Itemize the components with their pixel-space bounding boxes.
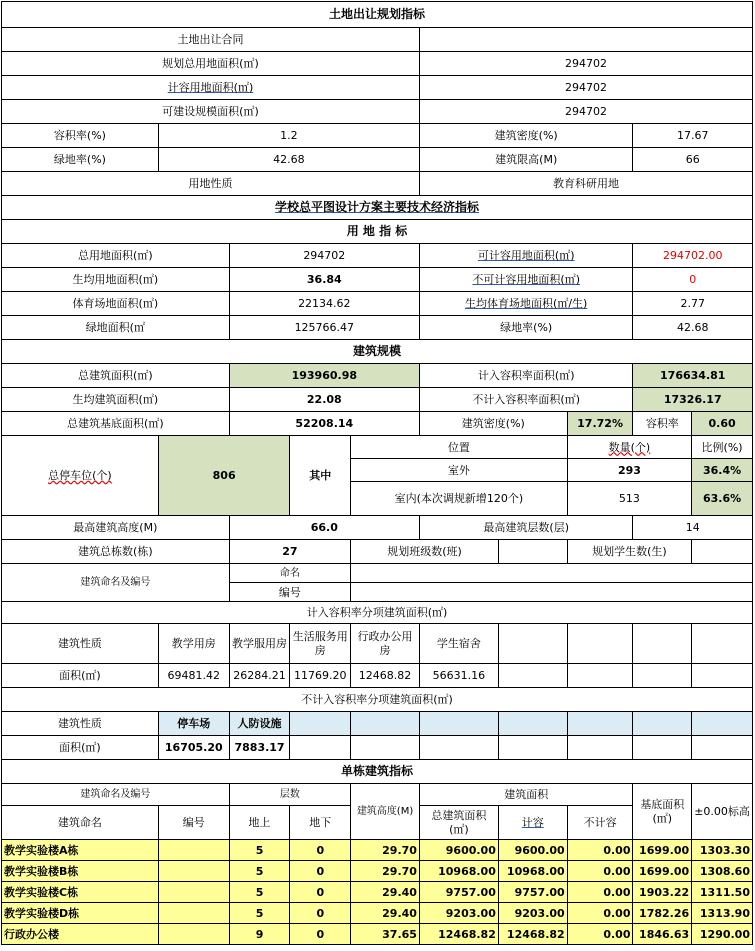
calc-area: 9203.00 xyxy=(498,903,567,924)
single-noncalc-label: 不计容 xyxy=(567,806,633,840)
naming-name-label: 命名 xyxy=(229,564,350,583)
parking-indoor-qty: 513 xyxy=(567,482,691,516)
building-per-student: 22.08 xyxy=(229,388,419,412)
land-green-label: 绿地率(%) xyxy=(2,148,159,172)
school-noncalc-area: 0 xyxy=(633,268,753,292)
land-calc-area-label: 计容用地面积(㎡) xyxy=(2,76,420,100)
max-height: 66.0 xyxy=(229,516,419,540)
calc-area: 9757.00 xyxy=(498,882,567,903)
elevation: 1290.00 xyxy=(692,924,753,945)
elevation: 1308.60 xyxy=(692,861,753,882)
nonfar-split-type: 人防设施 xyxy=(229,712,290,736)
building-height: 29.70 xyxy=(351,840,420,861)
far-split-type: 教学用房 xyxy=(158,624,229,664)
naming-label: 建筑命名及编号 xyxy=(2,564,230,602)
building-far-area: 176634.81 xyxy=(633,364,753,388)
floors-below: 0 xyxy=(290,882,351,903)
school-per-student: 36.84 xyxy=(229,268,419,292)
school-noncalc-area-label: 不可计容用地面积(㎡) xyxy=(419,268,633,292)
building-code xyxy=(158,903,229,924)
land-calc-area: 294702 xyxy=(419,76,752,100)
calc-area: 9600.00 xyxy=(498,840,567,861)
single-building-row xyxy=(2,840,753,861)
land-far: 1.2 xyxy=(158,124,419,148)
noncalc-area: 0.00 xyxy=(567,882,633,903)
school-sports: 22134.62 xyxy=(229,292,419,316)
floors-below: 0 xyxy=(290,840,351,861)
floors-above: 5 xyxy=(229,861,290,882)
parking-outdoor-label: 室外 xyxy=(351,459,568,482)
land-use-label: 用地性质 xyxy=(2,172,420,196)
building-height: 29.40 xyxy=(351,882,420,903)
building-count: 27 xyxy=(229,540,350,564)
school-per-student-label: 生均用地面积(㎡) xyxy=(2,268,230,292)
floors-above: 5 xyxy=(229,840,290,861)
far-split-type: 生活服务用房 xyxy=(290,624,351,664)
building-code xyxy=(158,840,229,861)
building-code xyxy=(158,861,229,882)
parking-among-label: 其中 xyxy=(290,436,351,516)
single-below-label: 地下 xyxy=(290,806,351,840)
base-area: 1699.00 xyxy=(633,861,692,882)
floors-above: 5 xyxy=(229,903,290,924)
land-height-label: 建筑限高(M) xyxy=(419,148,633,172)
far-split-value: 69481.42 xyxy=(158,664,229,688)
school-calc-area: 294702.00 xyxy=(633,244,753,268)
floors-above: 9 xyxy=(229,924,290,945)
single-floors-label: 层数 xyxy=(229,784,350,806)
building-code xyxy=(158,882,229,903)
total-area: 9757.00 xyxy=(419,882,498,903)
school-calc-area-label: 可计容用地面积(㎡) xyxy=(419,244,633,268)
classes-label: 规划班级数(班) xyxy=(351,540,499,564)
school-total-area-label: 总用地面积(㎡) xyxy=(2,244,230,268)
parking-indoor-label: 室内(本次调规新增120个) xyxy=(351,482,568,516)
school-total-area: 294702 xyxy=(229,244,419,268)
land-density-label: 建筑密度(%) xyxy=(419,124,633,148)
single-height-label: 建筑高度(M) xyxy=(351,784,420,840)
building-code xyxy=(158,924,229,945)
max-floors: 14 xyxy=(633,516,753,540)
base-area: 1846.63 xyxy=(633,924,692,945)
single-name-label: 建筑命名 xyxy=(2,806,159,840)
total-area: 9600.00 xyxy=(419,840,498,861)
single-building-rows xyxy=(2,840,753,945)
single-calc-label: 计容 xyxy=(498,806,567,840)
building-name: 教学实验楼B栋 xyxy=(2,861,159,882)
nonfar-split-title: 不计入容积率分项建筑面积(㎡) xyxy=(2,688,753,712)
parking-indoor-ratio: 63.6% xyxy=(692,482,753,516)
noncalc-area: 0.00 xyxy=(567,840,633,861)
building-name: 教学实验楼C栋 xyxy=(2,882,159,903)
school-sports-label: 体育场地面积(㎡) xyxy=(2,292,230,316)
single-title: 单栋建筑指标 xyxy=(2,760,753,784)
building-nonfar-area: 17326.17 xyxy=(633,388,753,412)
single-building-row xyxy=(2,924,753,945)
far-split-area-label: 面积(㎡) xyxy=(2,664,159,688)
far-split-value: 56631.16 xyxy=(419,664,498,688)
elevation: 1313.90 xyxy=(692,903,753,924)
single-building-row xyxy=(2,861,753,882)
single-area-label: 建筑面积 xyxy=(419,784,633,806)
far-split-type: 学生宿舍 xyxy=(419,624,498,664)
building-total: 193960.98 xyxy=(229,364,419,388)
far-split-type: 行政办公用房 xyxy=(351,624,420,664)
building-density-label: 建筑密度(%) xyxy=(419,412,567,436)
total-area: 10968.00 xyxy=(419,861,498,882)
elevation: 1311.50 xyxy=(692,882,753,903)
noncalc-area: 0.00 xyxy=(567,861,633,882)
single-naming-label: 建筑命名及编号 xyxy=(2,784,230,806)
building-far-label: 容积率 xyxy=(633,412,692,436)
land-total-area: 294702 xyxy=(419,52,752,76)
school-green-rate: 42.68 xyxy=(633,316,753,340)
elevation: 1303.30 xyxy=(692,840,753,861)
building-title: 建筑规模 xyxy=(2,340,753,364)
parking-qty-label: 数量(个) xyxy=(567,436,691,459)
far-split-value: 11769.20 xyxy=(290,664,351,688)
building-height: 37.65 xyxy=(351,924,420,945)
contract-label: 土地出让合同 xyxy=(2,28,420,52)
noncalc-area: 0.00 xyxy=(567,924,633,945)
land-total-area-label: 规划总用地面积(㎡) xyxy=(2,52,420,76)
land-far-label: 容积率(%) xyxy=(2,124,159,148)
land-title: 土地出让规划指标 xyxy=(2,2,753,28)
school-title: 学校总平图设计方案主要技术经济指标 xyxy=(2,196,753,220)
building-base-label: 总建筑基底面积(㎡) xyxy=(2,412,230,436)
classes-value xyxy=(498,540,567,564)
parking-outdoor-ratio: 36.4% xyxy=(692,459,753,482)
total-area: 12468.82 xyxy=(419,924,498,945)
building-name: 教学实验楼D栋 xyxy=(2,903,159,924)
single-code-label: 编号 xyxy=(158,806,229,840)
naming-code-label: 编号 xyxy=(229,583,350,602)
floors-above: 5 xyxy=(229,882,290,903)
far-split-value: 26284.21 xyxy=(229,664,290,688)
building-per-student-label: 生均建筑面积(㎡) xyxy=(2,388,230,412)
nonfar-split-value: 16705.20 xyxy=(158,736,229,760)
building-name: 行政办公楼 xyxy=(2,924,159,945)
building-base: 52208.14 xyxy=(229,412,419,436)
base-area: 1699.00 xyxy=(633,840,692,861)
parking-total: 806 xyxy=(158,436,290,516)
indicator-sheet xyxy=(1,1,753,945)
floors-below: 0 xyxy=(290,903,351,924)
far-split-value: 12468.82 xyxy=(351,664,420,688)
school-per-student-sports-label: 生均体育场地面积(㎡/生) xyxy=(419,292,633,316)
nonfar-split-type: 停车场 xyxy=(158,712,229,736)
nonfar-split-area-label: 面积(㎡) xyxy=(2,736,159,760)
base-area: 1903.22 xyxy=(633,882,692,903)
single-building-row xyxy=(2,903,753,924)
far-split-type: 教学服用房 xyxy=(229,624,290,664)
building-height: 29.40 xyxy=(351,903,420,924)
max-height-label: 最高建筑高度(M) xyxy=(2,516,230,540)
parking-outdoor-qty: 293 xyxy=(567,459,691,482)
land-use: 教育科研用地 xyxy=(419,172,752,196)
naming-code-value xyxy=(351,583,753,602)
land-buildable-label: 可建设规模面积(㎡) xyxy=(2,100,420,124)
contract-value xyxy=(419,28,752,52)
school-land-title: 用 地 指 标 xyxy=(2,220,753,244)
calc-area: 10968.00 xyxy=(498,861,567,882)
students-value xyxy=(692,540,753,564)
parking-position-label: 位置 xyxy=(351,436,568,459)
single-above-label: 地上 xyxy=(229,806,290,840)
building-far-area-label: 计入容积率面积(㎡) xyxy=(419,364,633,388)
building-total-label: 总建筑面积(㎡) xyxy=(2,364,230,388)
naming-name-value xyxy=(351,564,753,583)
students-label: 规划学生数(生) xyxy=(567,540,691,564)
land-height: 66 xyxy=(633,148,753,172)
far-split-title: 计入容积率分项建筑面积(㎡) xyxy=(2,602,753,624)
single-elev-label: ±0.00标高 xyxy=(692,784,753,840)
single-building-row xyxy=(2,882,753,903)
calc-area: 12468.82 xyxy=(498,924,567,945)
parking-label: 总停车位(个) xyxy=(2,436,159,516)
building-height: 29.70 xyxy=(351,861,420,882)
school-green-area-label: 绿地面积(㎡ xyxy=(2,316,230,340)
building-density: 17.72% xyxy=(567,412,633,436)
noncalc-area: 0.00 xyxy=(567,903,633,924)
building-nonfar-area-label: 不计入容积率面积(㎡) xyxy=(419,388,633,412)
parking-ratio-label: 比例(%) xyxy=(692,436,753,459)
floors-below: 0 xyxy=(290,924,351,945)
land-green: 42.68 xyxy=(158,148,419,172)
nonfar-split-value: 7883.17 xyxy=(229,736,290,760)
floors-below: 0 xyxy=(290,861,351,882)
base-area: 1782.26 xyxy=(633,903,692,924)
school-green-area: 125766.47 xyxy=(229,316,419,340)
total-area: 9203.00 xyxy=(419,903,498,924)
far-split-nature-label: 建筑性质 xyxy=(2,624,159,664)
land-buildable-area: 294702 xyxy=(419,100,752,124)
building-count-label: 建筑总栋数(栋) xyxy=(2,540,230,564)
nonfar-split-nature-label: 建筑性质 xyxy=(2,712,159,736)
single-base-label: 基底面积(㎡) xyxy=(633,784,692,840)
max-floors-label: 最高建筑层数(层) xyxy=(419,516,633,540)
school-per-student-sports: 2.77 xyxy=(633,292,753,316)
school-green-rate-label: 绿地率(%) xyxy=(419,316,633,340)
building-far: 0.60 xyxy=(692,412,753,436)
building-name: 教学实验楼A栋 xyxy=(2,840,159,861)
single-total-area-label: 总建筑面积(㎡) xyxy=(419,806,498,840)
land-density: 17.67 xyxy=(633,124,753,148)
